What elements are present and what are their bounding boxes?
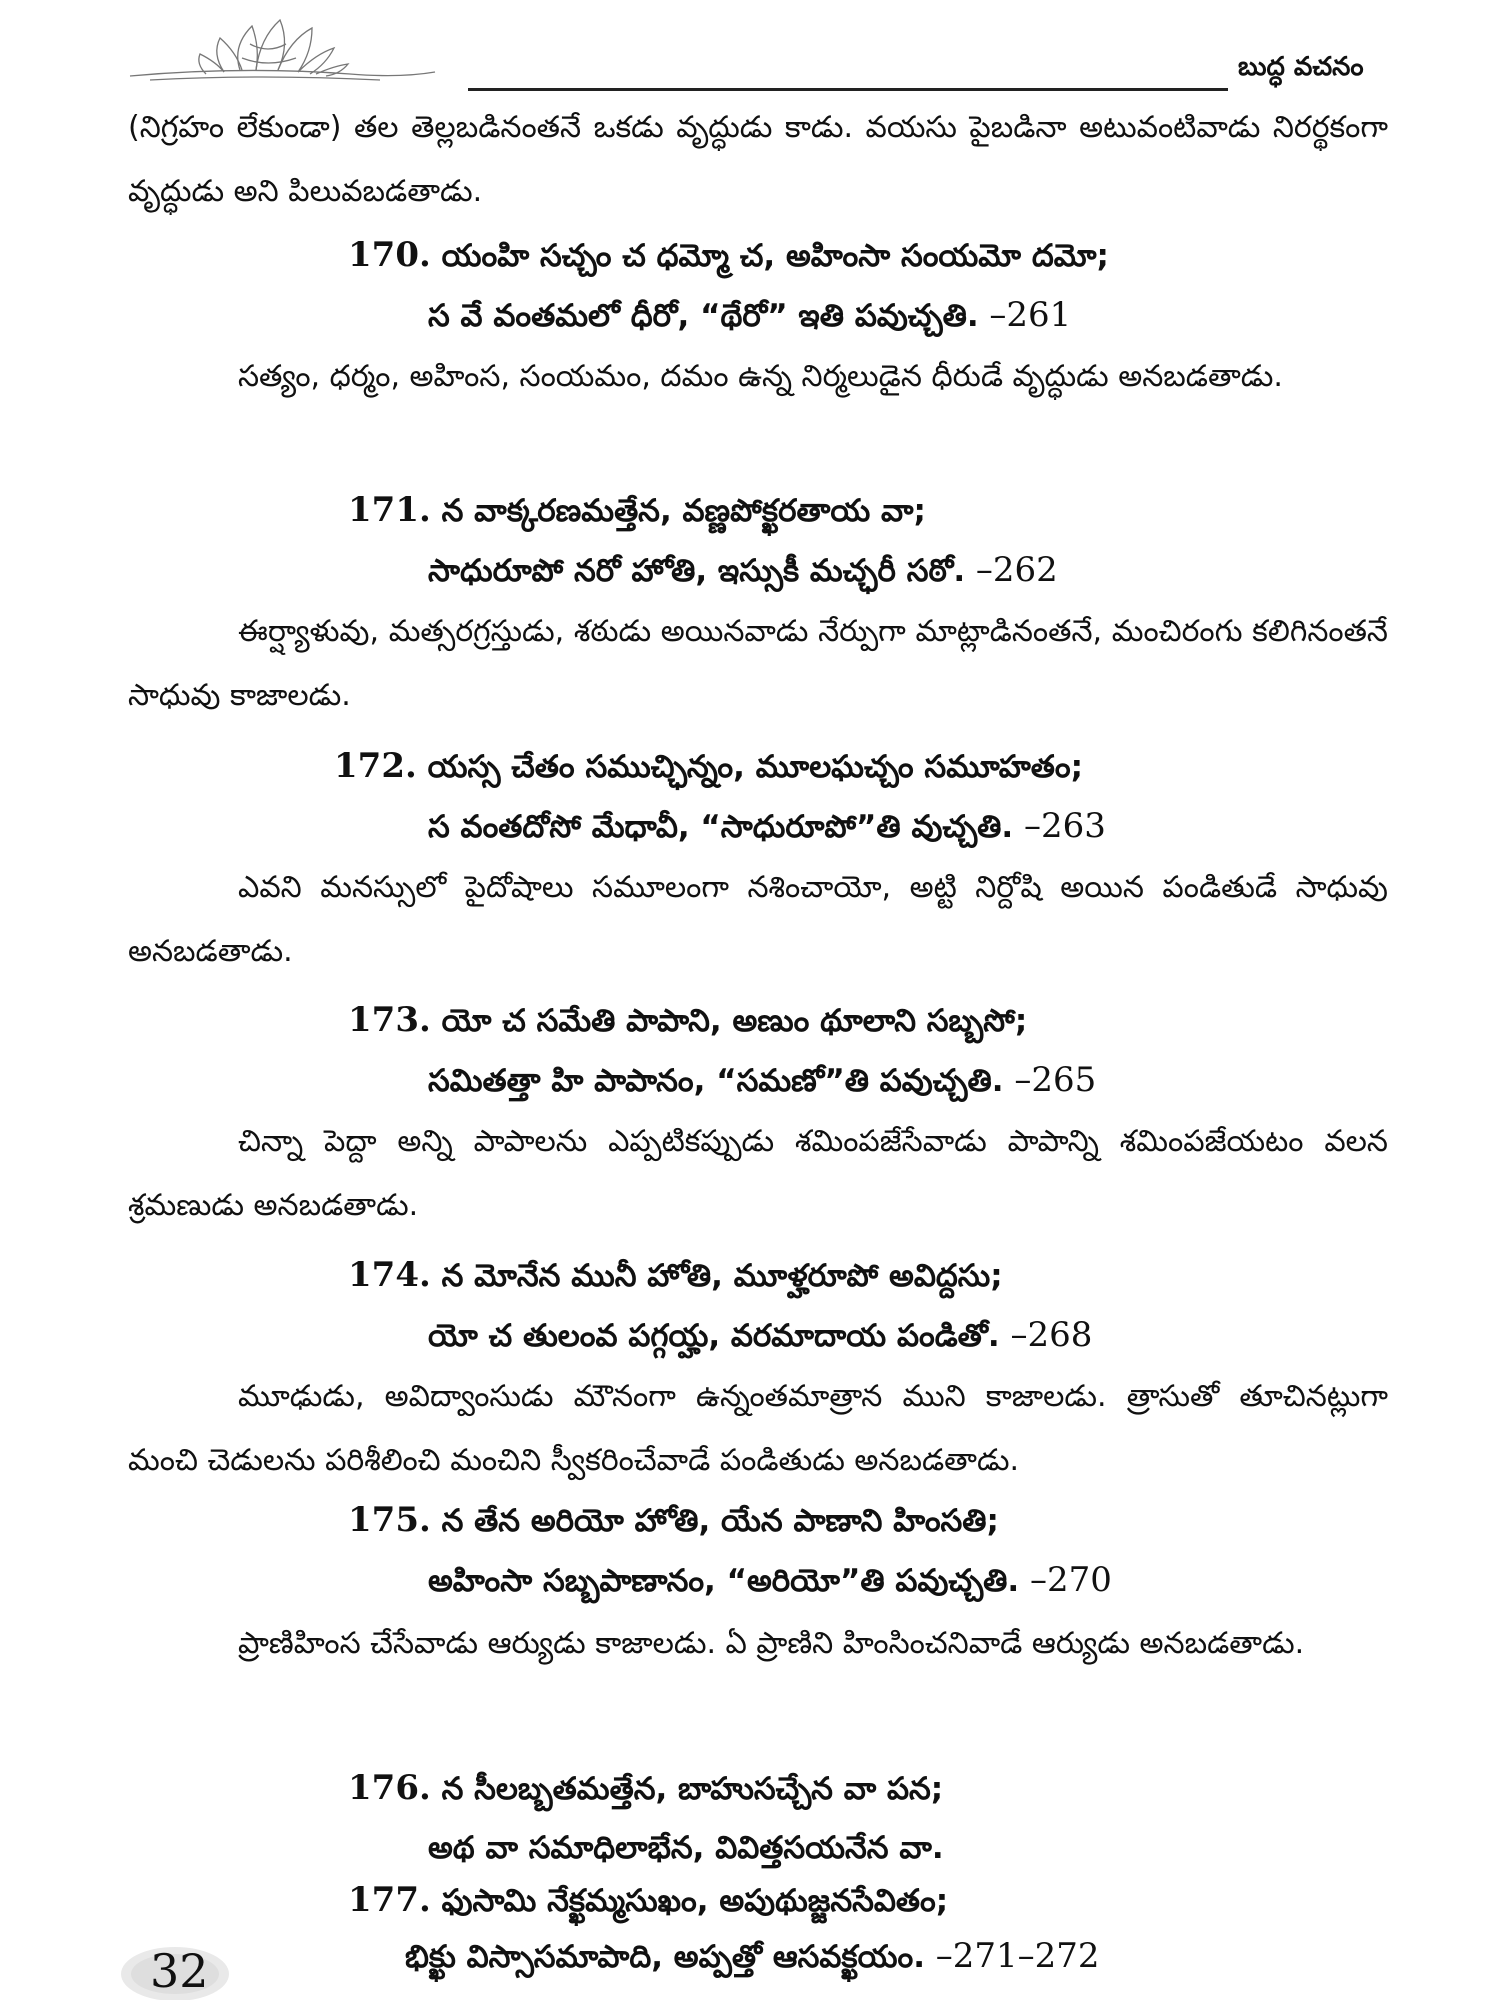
verse-text: యో చ తులంవ పగ్గయ్హ, వరమాదాయ పండితో. bbox=[428, 1318, 1000, 1354]
verse-reference: –271–272 bbox=[935, 1936, 1100, 1976]
verse-text: భిక్ఖు విస్సాసమాపాది, అప్పత్తో ఆసవక్ఖయం. bbox=[405, 1939, 925, 1975]
verse-174-line2 bbox=[428, 1315, 1092, 1356]
verse-reference: –262 bbox=[975, 550, 1058, 590]
verse-text: యస్స చేతం సముచ్ఛిన్నం, మూలఘచ్చం సమూహతం; bbox=[427, 749, 1083, 785]
verse-number: 170. bbox=[348, 235, 431, 275]
verse-number: 174. bbox=[348, 1255, 431, 1295]
verse-177-line1 bbox=[348, 1880, 948, 1921]
page-number: 32 bbox=[150, 1944, 209, 1998]
verse-171-line1 bbox=[348, 490, 926, 531]
verse-text: యో చ సమేతి పాపాని, అణుం థూలాని సబ్బసో; bbox=[441, 1003, 1028, 1039]
verse-175-line1 bbox=[348, 1500, 999, 1541]
verse-176-line2 bbox=[428, 1828, 944, 1868]
verse-text: సమితత్తా హి పాపానం, “సమణో”తి పవుచ్చతి. bbox=[428, 1063, 1004, 1099]
verse-170-meaning: సత్యం, ధర్మం, అహింస, సంయమం, దమం ఉన్న నిర్మలుడైన ధీరుడే వృద్ధుడు అనబడతాడు. bbox=[238, 359, 1283, 394]
verse-text: స వే వంతమలో ధీరో, “థేరో” ఇతి పవుచ్చతి. bbox=[428, 298, 979, 334]
verse-text: సాధురూపో నరో హోతి, ఇస్సుకీ మచ్ఛరీ సఠో. bbox=[428, 553, 966, 589]
verse-174-meaning: మూఢుడు, అవిద్వాంసుడు మౌనంగా ఉన్నంతమాత్రాన ముని కాజాలడు. త్రాసుతో తూచినట్లుగా మంచి చెడులను పరిశీలించి మంచిని స్వీకరించేవాడే పండితుడు అనబడతాడు. bbox=[128, 1379, 1388, 1478]
verse-text: న తేన అరియో హోతి, యేన పాణాని హింసతి; bbox=[441, 1503, 999, 1539]
verse-number: 171. bbox=[348, 490, 431, 530]
verse-176-line1 bbox=[348, 1768, 943, 1809]
verse-text: స వంతదోసో మేధావీ, “సాధురూపో”తి వుచ్చతి. bbox=[428, 809, 1014, 845]
verse-reference: –270 bbox=[1030, 1560, 1112, 1600]
verse-reference: –268 bbox=[1010, 1315, 1093, 1355]
verse-172-meaning: ఎవని మనస్సులో పైదోషాలు సమూలంగా నశించాయో, అట్టి నిర్దోషి అయిన పండితుడే సాధువు అనబడతాడు. bbox=[128, 870, 1388, 969]
running-title: బుద్ధ వచనం bbox=[1238, 52, 1364, 82]
header-rule bbox=[468, 88, 1228, 91]
verse-number: 175. bbox=[348, 1500, 431, 1540]
verse-170-line1 bbox=[348, 235, 1109, 276]
verse-170-line2 bbox=[428, 295, 1071, 336]
verse-number: 177. bbox=[348, 1880, 431, 1920]
verse-reference: –261 bbox=[989, 295, 1072, 335]
verse-174-line1 bbox=[348, 1255, 1003, 1296]
verse-173-line1 bbox=[348, 1000, 1027, 1041]
verse-172-line2 bbox=[428, 806, 1106, 847]
verse-172-line1 bbox=[334, 746, 1083, 787]
verse-173-line2 bbox=[428, 1060, 1096, 1101]
verse-number: 173. bbox=[348, 1000, 431, 1040]
verse-175-line2 bbox=[428, 1560, 1112, 1601]
verse-175-meaning: ప్రాణిహింస చేసేవాడు ఆర్యుడు కాజాలడు. ఏ ప్రాణిని హింసించనివాడే ఆర్యుడు అనబడతాడు. bbox=[238, 1626, 1305, 1661]
intro-paragraph: (నిగ్రహం లేకుండా) తల తెల్లబడినంతనే ఒకడు వృద్ధుడు కాడు. వయసు పైబడినా అటువంటివాడు నిరర్థకంగా వృద్ధుడు అని పిలువబడతాడు. bbox=[128, 110, 1388, 209]
verse-171-line2 bbox=[428, 550, 1058, 591]
verse-text: యంహి సచ్చం చ ధమ్మో చ, అహింసా సంయమో దమో; bbox=[441, 238, 1109, 274]
verse-text: ఫుసామి నేక్ఖమ్మసుఖం, అపుథుజ్జనసేవితం; bbox=[441, 1883, 949, 1919]
verse-text: అథ వా సమాధిలాభేన, వివిత్తసయనేన వా. bbox=[428, 1830, 944, 1866]
verse-173-meaning: చిన్నా పెద్దా అన్ని పాపాలను ఎప్పటికప్పుడు శమింపజేసేవాడు పాపాన్ని శమింపజేయటం వలన శ్రమణుడు అనబడతాడు. bbox=[128, 1124, 1388, 1223]
verse-177-line2 bbox=[405, 1936, 1100, 1977]
verse-number: 176. bbox=[348, 1768, 431, 1808]
verse-text: న సీలబ్బతమత్తేన, బాహుసచ్చేన వా పన; bbox=[441, 1771, 944, 1807]
verse-text: న వాక్కరణమత్తేన, వణ్ణపోక్ఖరతాయ వా; bbox=[441, 493, 926, 529]
lotus-ornament-icon bbox=[120, 14, 440, 94]
verse-text: న మోనేన మునీ హోతి, మూళ్హరూపో అవిద్దసు; bbox=[441, 1258, 1003, 1294]
verse-text: అహింసా సబ్బపాణానం, “అరియో”తి పవుచ్చతి. bbox=[428, 1563, 1020, 1599]
verse-number: 172. bbox=[334, 746, 417, 786]
verse-reference: –265 bbox=[1014, 1060, 1097, 1100]
verse-171-meaning: ఈర్ష్యాళువు, మత్సరగ్రస్తుడు, శఠుడు అయినవాడు నేర్పుగా మాట్లాడినంతనే, మంచిరంగు కలిగినంతనే సాధువు కాజాలడు. bbox=[128, 614, 1388, 713]
verse-reference: –263 bbox=[1023, 806, 1106, 846]
